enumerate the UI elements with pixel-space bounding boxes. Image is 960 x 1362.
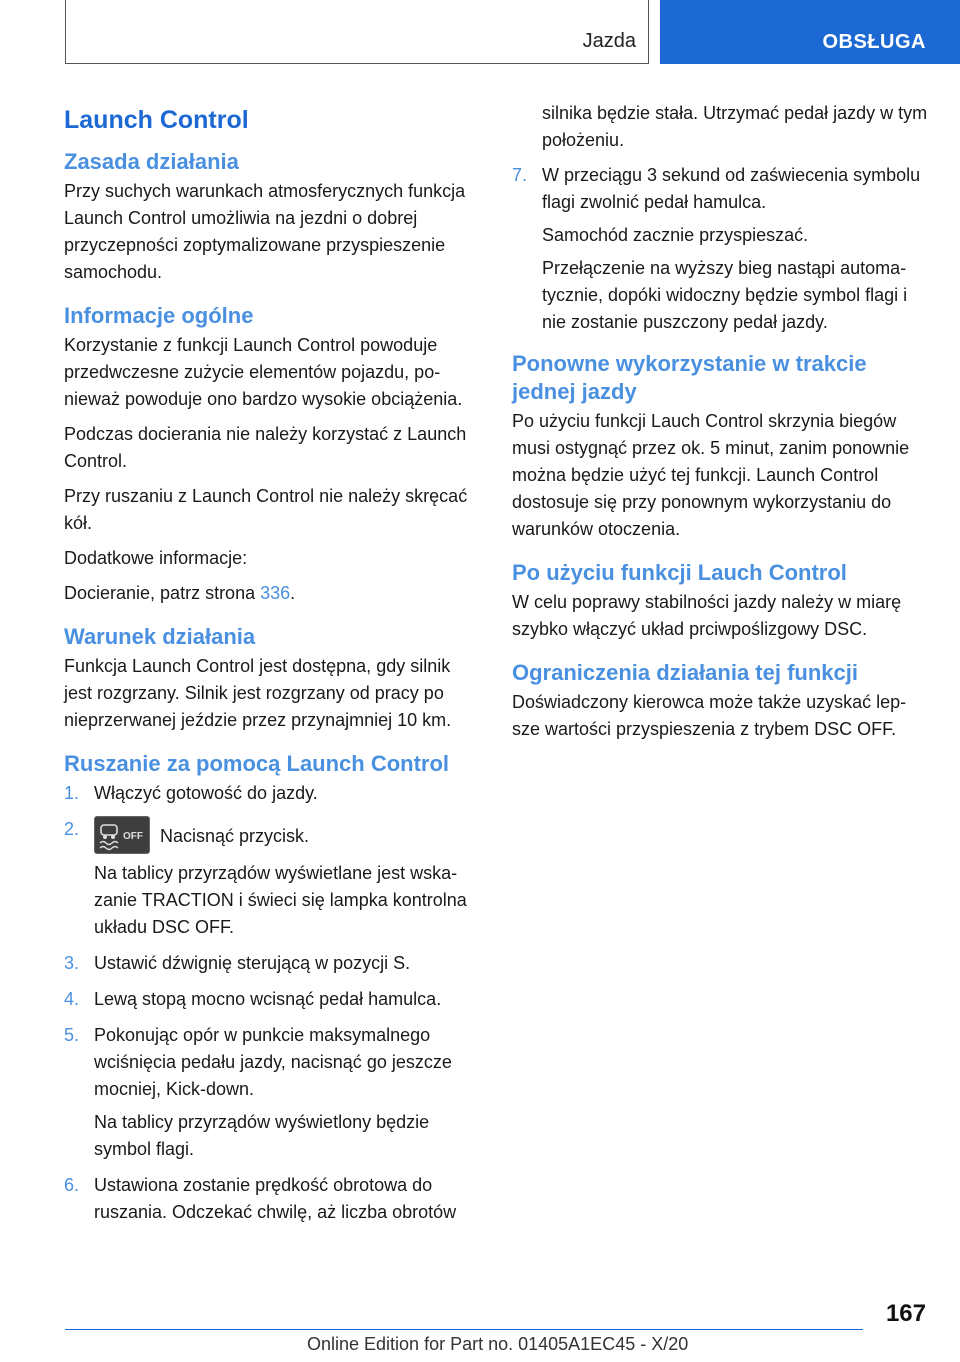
- section-title: Ponowne wykorzystanie w trakcie jednej jazdy: [512, 351, 867, 404]
- step-subtext: Na tablicy przyrządów wyświetlane jest wskazanie TRACTION i świeci się lampka kontrolna układu DSC OFF.: [94, 863, 467, 937]
- paragraph: Doświadczony kierowca może także uzyskać lepsze wartości przyspieszenia z trybem DSC OFF.: [512, 692, 907, 739]
- paragraph: Podczas docierania nie należy korzystać z Launch Control.: [64, 424, 467, 471]
- section-title: Warunek działania: [64, 624, 256, 649]
- section-launch-steps: [64, 750, 480, 1226]
- step-text: Ustawić dźwignię sterującą w pozycji S.: [94, 953, 411, 973]
- step-item: [64, 1022, 480, 1163]
- section-title: Zasada działania: [64, 149, 239, 174]
- section-title: Po użyciu funkcji Lauch Control: [512, 560, 847, 585]
- step-subtext: Na tablicy przyrządów wyświetlony będzie symbol flagi.: [94, 1112, 430, 1159]
- link-prefix: Docieranie, patrz strona: [64, 583, 261, 603]
- footer-divider: [65, 1329, 863, 1330]
- step-number: 2.: [64, 819, 80, 839]
- paragraph: Przy suchych warunkach atmosferycznych funkcja Launch Control umożliwia na jezdni o dobrej przyczepności zoptymalizowane przyspieszenie samochodu.: [64, 181, 466, 282]
- page-link-336[interactable]: 336: [260, 583, 291, 603]
- section-title: Ograniczenia działania tej funkcji: [512, 660, 858, 685]
- header-section-label: Jazda: [582, 30, 636, 52]
- step-text: Włączyć gotowość do jazdy.: [94, 783, 318, 803]
- dsc-off-button-icon: [94, 816, 150, 854]
- step-number: 7.: [512, 165, 528, 185]
- right-column: [512, 100, 928, 759]
- step-text: Ustawiona zostanie prędkość obrotowa do ruszania. Odczekać chwilę, aż liczba obrotów: [94, 1175, 457, 1222]
- left-column: [64, 100, 480, 1242]
- section-title: Informacje ogólne: [64, 303, 254, 328]
- step-number: 1.: [64, 783, 80, 803]
- page-title: Launch Control: [64, 106, 249, 134]
- steps-list: [64, 780, 480, 1226]
- paragraph: W celu poprawy stabilności jazdy należy w miarę szybko włączyć układ prciwpoślizgowy DSC.: [512, 592, 902, 639]
- step-continuation: silnika będzie stała. Utrzymać pedał jazdy w tym położeniu.: [542, 103, 928, 150]
- step-text: Pokonując opór w punkcie maksymalnego wciśnięcia pedału jazdy, nacisnąć go jeszcze mocniej, Kick-down.: [94, 1025, 452, 1099]
- paragraph-with-link: [64, 580, 480, 607]
- section-after-use: [512, 559, 928, 643]
- step-text: Nacisnąć przycisk.: [160, 826, 310, 846]
- section-reuse: [512, 350, 928, 543]
- header-chapter-tab: [660, 0, 960, 64]
- step-item: [64, 1172, 480, 1226]
- step-text: W przeciągu 3 sekund od zaświecenia symbolu flagi zwolnić pedał hamulca.: [542, 165, 921, 212]
- paragraph: Przy ruszaniu z Launch Control nie należy skręcać kół.: [64, 486, 468, 533]
- step-subtext: Przełączenie na wyższy bieg nastąpi automatycznie, dopóki widoczny będzie symbol flagi i nie zostanie puszczony pedał jazdy.: [542, 258, 908, 332]
- section-limitations: [512, 659, 928, 743]
- step-item: [64, 816, 480, 941]
- step-number: 3.: [64, 953, 80, 973]
- dsc-icon-text: OFF: [123, 831, 143, 842]
- page-number: 167: [885, 1300, 926, 1327]
- header-chapter-label: OBSŁUGA: [822, 31, 926, 53]
- step-item: [64, 950, 480, 977]
- section-title: Ruszanie za pomocą Launch Control: [64, 751, 450, 776]
- step-number: 5.: [64, 1025, 80, 1045]
- step-text: Lewą stopą mocno wcisnąć pedał hamulca.: [94, 989, 442, 1009]
- step-item: [64, 986, 480, 1013]
- step-subtext: Samochód zacznie przyspieszać.: [542, 225, 809, 245]
- step-number: 6.: [64, 1175, 80, 1195]
- step-item: [64, 780, 480, 807]
- link-suffix: .: [290, 583, 296, 603]
- paragraph: Funkcja Launch Control jest dostępna, gdy silnik jest rozgrzany. Silnik jest rozgrzany od pracy po nieprzerwanej jeździe przez przynajmniej 10 km.: [64, 656, 452, 730]
- paragraph: Dodatkowe informacje:: [64, 548, 248, 568]
- footer-edition: Online Edition for Part no. 01405A1EC45 - X/20: [307, 1334, 689, 1354]
- section-general-info: [64, 302, 480, 607]
- steps-list-continued: [512, 162, 928, 336]
- section-principle: [64, 148, 480, 286]
- paragraph: Po użyciu funkcji Lauch Control skrzynia biegów musi ostygnąć przez ok. 5 minut, zanim ponownie można będzie użyć tej funkcji. Launch Control dostosuje się przy ponownym wykorzystaniu do warunków otoczenia.: [512, 411, 910, 539]
- section-condition: [64, 623, 480, 734]
- paragraph: Korzystanie z funkcji Launch Control powoduje przedwczesne zużycie elementów pojazdu, ponieważ powoduje ono bardzo wysokie obciążenia.: [64, 335, 463, 409]
- step-number: 4.: [64, 989, 80, 1009]
- header-section-box: [65, 0, 649, 64]
- step-item: [512, 162, 928, 336]
